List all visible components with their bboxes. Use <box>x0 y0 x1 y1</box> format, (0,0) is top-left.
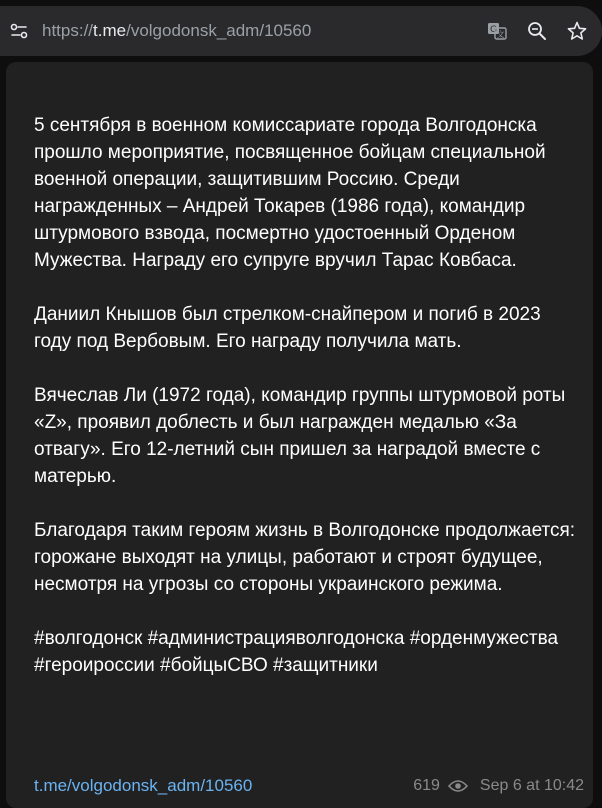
post-paragraph: Благодаря таким героям жизнь в Волгодонске продолжается: горожане выходят на улицы, работают и строят будущее, несмотря на угрозы со стороны украинского режима. <box>34 520 576 595</box>
post-footer <box>34 774 584 798</box>
eye-icon <box>448 779 468 793</box>
browser-toolbar <box>0 0 602 62</box>
post-text <box>34 112 579 679</box>
svg-text:文: 文 <box>496 30 505 39</box>
svg-text:G: G <box>490 25 497 35</box>
url-host: t.me <box>93 21 127 40</box>
zoom-icon[interactable] <box>522 16 552 46</box>
post-meta <box>413 777 584 795</box>
address-bar[interactable] <box>0 6 602 56</box>
url-text[interactable] <box>42 21 482 41</box>
post-paragraph: 5 сентября в военном комиссариате города Волгодонска прошло мероприятие, посвященное бойцам специальной военной операции, защитившим Россию. Среди награжденных – Андрей Токарев (1986 года), командир штурмового взвода, посмертно удостоенный Орденом Мужества. Награду его супруге вручил Тарас Ковбаса. <box>34 115 546 271</box>
post-link[interactable]: t.me/volgodonsk_adm/10560 <box>34 776 253 795</box>
url-path: /volgodonsk_adm/10560 <box>126 21 312 40</box>
page-content <box>0 62 602 800</box>
message-bubble <box>6 62 593 808</box>
view-count: 619 <box>413 777 440 794</box>
translate-icon[interactable] <box>482 16 512 46</box>
site-info-icon[interactable] <box>4 16 34 46</box>
bookmark-star-icon[interactable] <box>562 16 592 46</box>
post-paragraph: Вячеслав Ли (1972 года), командир группы штурмовой роты «Z», проявил доблесть и был награжден медалью «За отвагу». Его 12-летний сын пришел за наградой вместе с матерью. <box>34 385 566 487</box>
post-hashtags[interactable]: #волгодонск #администрацияволгодонска #орденмужества #героироссии #бойцыСВО #защитники <box>34 628 559 676</box>
post-paragraph: Даниил Кнышов был стрелком-снайпером и погиб в 2023 году под Вербовым. Его награду получила мать. <box>34 304 541 352</box>
post-date: Sep 6 at 10:42 <box>479 777 584 794</box>
url-prefix: https:// <box>42 21 94 40</box>
